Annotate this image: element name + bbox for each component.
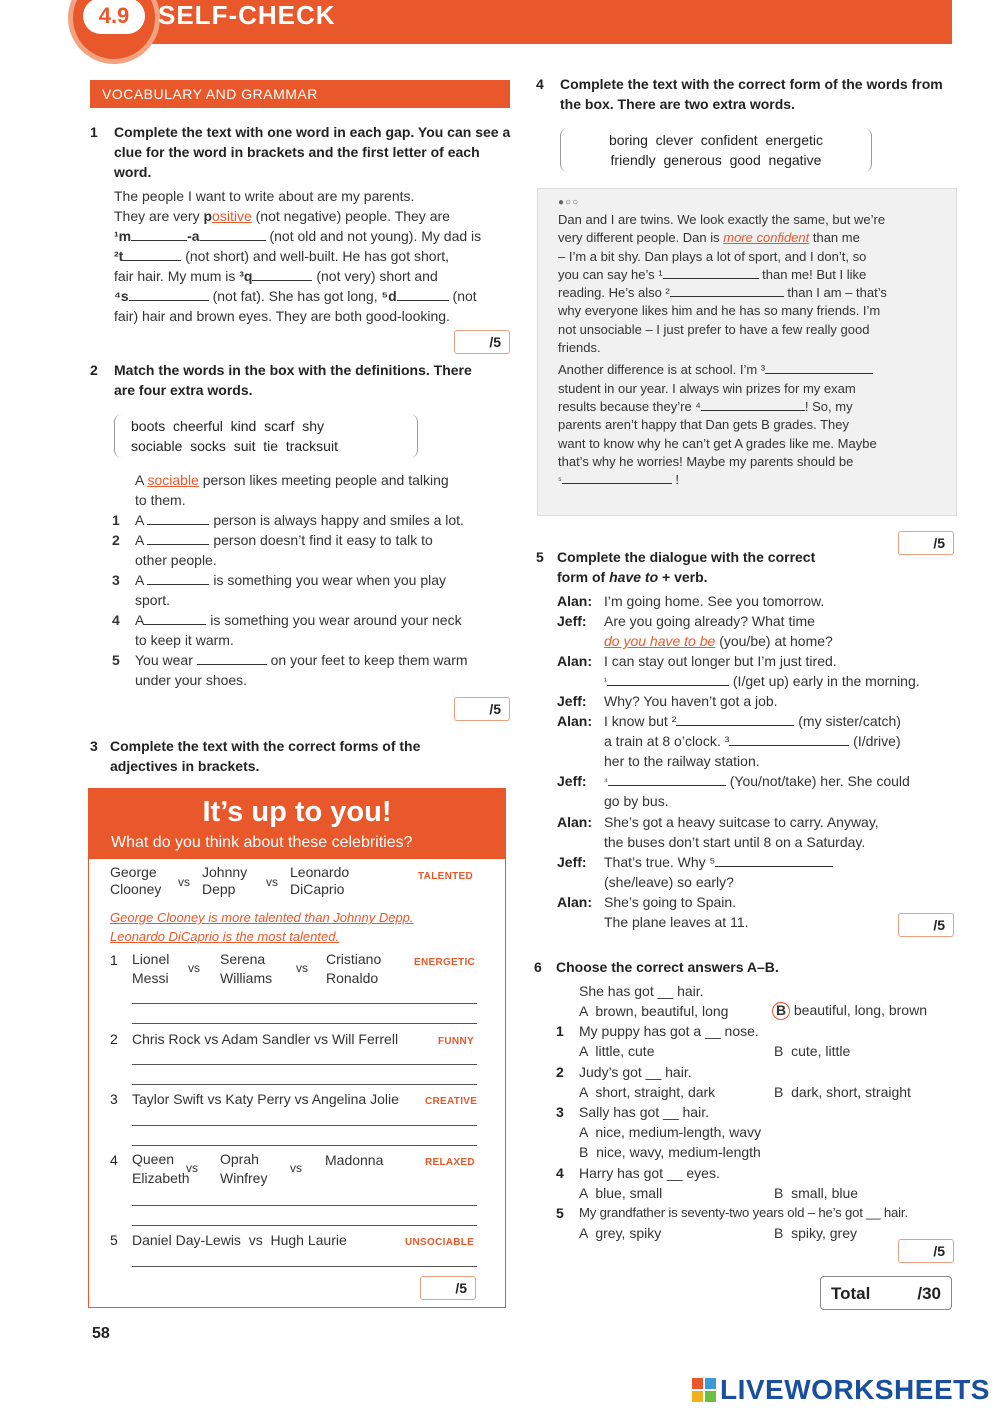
ex1-text-part: fair hair. My mum is (114, 268, 240, 284)
liveworksheets-brand: LIVEWORKSHEETS (720, 1374, 990, 1405)
ex2-example-cont: to them. (135, 492, 186, 508)
ex4-example-answer: more confident (723, 230, 810, 246)
ex5-line-text: She’s got a heavy suitcase to carry. Anyway, (604, 814, 879, 830)
ex6-item-number: 3 (556, 1104, 564, 1120)
ex3-name-part: Messi (132, 970, 169, 986)
ex5-example-answer: do you have to be (604, 633, 716, 649)
ex3-item1-name-a (132, 950, 169, 988)
ex2-items (112, 510, 512, 690)
ex2-item2-input[interactable] (147, 544, 209, 545)
ex1-text-part: They are very (114, 208, 204, 224)
ex5-line-text: go by bus. (604, 793, 669, 809)
ex3-answer-line: George Clooney is more talented than Johnny Depp. (110, 910, 414, 925)
ex1-text-part: (not negative) people. They are (251, 208, 450, 224)
ex4-gap1-input[interactable] (663, 278, 759, 279)
ex2-text-part: A (135, 532, 144, 548)
ex6-number: 6 (534, 959, 542, 975)
ex3-vs: vs (188, 961, 200, 975)
ex4-text-part: Another difference is at school. I’m ³ (558, 362, 766, 378)
ex5-gap2-input[interactable] (676, 725, 794, 726)
ex5-text-part: I know but ² (604, 713, 677, 729)
ex1-line: fair) hair and brown eyes. They are both good-looking. (114, 308, 450, 324)
ex4-text-panel (537, 188, 957, 516)
ex3-adjective-tag: ENERGETIC (414, 957, 476, 968)
ex5-text-part: ⁴ (604, 776, 608, 786)
ex4-line: why everyone likes him and he has so many friends. I’m (558, 303, 881, 319)
ex5-gap5-input[interactable] (715, 866, 833, 867)
ex2-text-part: person likes meeting people and talking (198, 472, 449, 488)
ex5-line-text (604, 731, 901, 751)
ex5-instr-part: have to (609, 569, 659, 585)
ex5-text-part: (you/be) at home? (715, 633, 833, 649)
ex3-item3-answer-line[interactable] (132, 1125, 477, 1126)
ex3-ex-name-a (110, 864, 161, 898)
ex2-number: 2 (90, 362, 98, 378)
ex2-text-part: You wear (135, 652, 193, 668)
ex4-line (558, 266, 918, 284)
ex4-line: that’s why he worries! Maybe my parents should be (558, 453, 854, 469)
ex3-name-part: Cristiano (326, 951, 382, 967)
ex6-option-b[interactable]: B small, blue (774, 1185, 859, 1201)
ex5-line-text: The plane leaves at 11. (604, 914, 749, 930)
ex4-text (558, 211, 918, 489)
ex1-gap3-letter: ³q (239, 268, 253, 284)
ex3-name-part: George (110, 864, 157, 880)
ex2-item-number: 2 (112, 532, 120, 548)
ex2-item (112, 530, 512, 550)
ex2-text-part: A (135, 472, 148, 488)
ex6-option-b[interactable]: B spiky, grey (774, 1225, 857, 1241)
ex3-item-number: 2 (110, 1031, 118, 1047)
ex1-number: 1 (90, 124, 98, 140)
ex3-item3-answer-line[interactable] (132, 1145, 477, 1146)
ex6-option-a[interactable]: A grey, spiky (579, 1225, 662, 1241)
ex4-line (558, 398, 918, 416)
ex3-name-part: Johnny (202, 864, 248, 880)
page-title: SELF-CHECK (158, 0, 336, 30)
ex3-name-part: Lionel (132, 951, 170, 967)
ex2-item5-input[interactable] (197, 664, 267, 665)
ex2-item4-input[interactable] (144, 624, 206, 625)
ex3-example-answer (110, 908, 414, 946)
ex5-instr-part: + verb. (658, 569, 708, 585)
ex3-ex-name-b (202, 864, 247, 898)
ex1-text (114, 186, 514, 326)
ex6-option-a[interactable]: A little, cute (579, 1043, 655, 1059)
ex5-text-part: ¹ (604, 676, 607, 686)
ex2-text-part: is something you wear around your neck (210, 612, 462, 628)
ex4-word-row: friendly generous good negative (610, 152, 822, 168)
ex5-line-text (604, 631, 833, 651)
ex4-text-part: than me! But I like (758, 266, 867, 282)
ex5-instr-line: Complete the dialogue with the correct (557, 549, 816, 565)
ex2-item-text (135, 570, 446, 590)
ex5-speaker: Jeff: (557, 613, 587, 629)
ex4-text-part: ⁵ (558, 475, 562, 486)
ex3-adjective-tag: CREATIVE (425, 1096, 478, 1107)
ex2-example-answer: sociable (147, 472, 199, 488)
ex1-gap1-letter: ¹m (114, 228, 132, 244)
ex5-speaker: Alan: (557, 894, 592, 910)
ex5-line-text: the buses don’t start until 8 on a Saturday. (604, 834, 866, 850)
ex2-item (112, 510, 512, 530)
ex2-text-part: A (135, 512, 144, 528)
ex3-adjective-tag: TALENTED (418, 871, 473, 882)
ex1-line (114, 266, 514, 286)
ex3-item4-name-a (132, 1150, 190, 1188)
ex2-item-text (135, 510, 464, 530)
ex5-speaker: Jeff: (557, 693, 587, 709)
ex4-dots-icon: ●○○ (558, 197, 580, 208)
ex5-line-text: her to the railway station. (604, 753, 760, 769)
ex5-text-part: a train at 8 o’clock. ³ (604, 733, 730, 749)
ex2-item-number: 1 (112, 512, 120, 528)
ex4-line: – I’m a bit shy. Dan plays a lot of sport, and I don’t, so (558, 248, 867, 264)
ex6-item-question: My grandfather is seventy-two years old – he’s got __ hair. (579, 1205, 908, 1220)
ex1-line (114, 286, 514, 306)
ex2-item-text (135, 530, 433, 550)
ex5-gap1-input[interactable] (607, 685, 729, 686)
ex3-number: 3 (90, 738, 98, 754)
ex4-text-part: than I am – that’s (783, 285, 887, 301)
ex3-name-part: Depp (202, 881, 236, 897)
ex3-name-part: Elizabeth (132, 1170, 190, 1186)
ex5-instr-part: form of (557, 569, 610, 585)
ex6-option-a[interactable]: A nice, medium-length, wavy (579, 1124, 762, 1140)
ex3-item-text: Chris Rock vs Adam Sandler vs Will Ferrell (132, 1031, 399, 1047)
ex2-item-cont: to keep it warm. (135, 632, 234, 648)
ex3-panel-title: It’s up to you! (202, 796, 392, 828)
unit-number: 4.9 (83, 0, 145, 34)
ex5-speaker: Jeff: (557, 773, 587, 789)
ex5-speaker: Alan: (557, 713, 592, 729)
page-number: 58 (92, 1325, 110, 1342)
ex3-adjective-tag: RELAXED (425, 1157, 475, 1168)
ex3-panel-header (89, 789, 505, 859)
ex1-gap2-input[interactable] (123, 260, 181, 261)
ex4-text-part: reading. He’s also ² (558, 285, 670, 301)
ex4-text-part: very different people. Dan is (558, 230, 724, 246)
ex2-item1-input[interactable] (147, 524, 209, 525)
ex4-line (558, 471, 918, 489)
ex2-text-part: is something you wear when you play (213, 572, 447, 588)
ex2-item3-input[interactable] (147, 584, 209, 585)
ex5-line-text (604, 671, 920, 691)
ex3-item-text: Taylor Swift vs Katy Perry vs Angelina Jolie (132, 1091, 399, 1107)
ex1-gap2-letter: ²t (114, 248, 124, 264)
ex3-item-number: 4 (110, 1152, 118, 1168)
ex6-option-a[interactable]: A short, straight, dark (579, 1084, 716, 1100)
ex3-vs: vs (266, 875, 278, 889)
ex4-line: student in our year. I always win prizes for my exam (558, 380, 856, 396)
ex4-gap3-input[interactable] (765, 373, 873, 374)
ex6-option-b[interactable]: B dark, short, straight (774, 1084, 911, 1100)
ex6-option-b[interactable]: B nice, wavy, medium-length (579, 1144, 761, 1160)
ex4-line: not unsociable – I just prefer to have a few really good (558, 321, 870, 337)
ex2-word-row: boots cheerful kind scarf shy (131, 418, 324, 434)
ex3-score-box: /5 (420, 1276, 476, 1300)
ex4-word-box (560, 128, 872, 172)
ex1-gap1a-input[interactable] (131, 240, 187, 241)
ex1-gap5-input[interactable] (397, 300, 449, 301)
ex4-line: friends. (558, 340, 601, 356)
ex2-word-box (114, 414, 418, 458)
ex1-line (114, 226, 514, 246)
ex6-instructions: Choose the correct answers A–B. (556, 959, 779, 975)
ex1-line (114, 246, 514, 266)
ex2-item (112, 570, 512, 590)
ex2-text-part: person is always happy and smiles a lot. (213, 512, 464, 528)
ex3-name-part: Serena (220, 951, 266, 967)
ex4-text-part: than me (809, 230, 860, 246)
ex1-line: The people I want to write about are my parents. (114, 188, 415, 204)
ex4-line (558, 229, 918, 247)
ex1-text-part: (not very) short and (316, 268, 438, 284)
ex4-text-part: ! So, my (804, 398, 853, 414)
ex3-name-part: Queen (132, 1151, 175, 1167)
ex3-name-part: Clooney (110, 881, 162, 897)
ex2-text-part: person doesn’t find it easy to talk to (213, 532, 433, 548)
ex6-example-option-b (772, 1000, 927, 1020)
ex3-vs: vs (186, 1161, 198, 1175)
ex2-example (135, 470, 515, 490)
ex3-adjective-tag: UNSOCIABLE (405, 1237, 475, 1248)
ex3-item4-name-c: Madonna (325, 1152, 384, 1168)
ex6-item-number: 4 (556, 1165, 564, 1181)
ex2-item-number: 5 (112, 652, 120, 668)
total-box (820, 1276, 952, 1310)
ex3-name-part: Winfrey (220, 1170, 268, 1186)
ex1-instructions: Complete the text with one word in each gap. You can see a clue for the word in brackets and the first letter of each word. (114, 124, 511, 180)
ex2-item-text (135, 650, 468, 670)
ex6-item-number: 5 (556, 1205, 564, 1221)
ex1-score-box: /5 (454, 330, 510, 354)
ex4-gap4-input[interactable] (701, 410, 805, 411)
ex5-gap3-input[interactable] (729, 745, 849, 746)
ex4-line (558, 284, 918, 302)
ex6-option-a[interactable]: A blue, small (579, 1185, 663, 1201)
ex1-gap4-letter: ⁴s (114, 288, 129, 304)
ex1-letter: p (203, 208, 213, 224)
ex2-text-part: A (135, 612, 145, 628)
ex2-score-box: /5 (454, 697, 510, 721)
ex3-name-part: Williams (220, 970, 273, 986)
ex4-text-part: you can say he’s ¹ (558, 266, 663, 282)
ex3-item1-name-b (220, 950, 272, 988)
ex1-gap1-letter2: -a (187, 228, 200, 244)
ex3-item2-answer-line[interactable] (132, 1084, 477, 1085)
ex3-item-number: 5 (110, 1232, 118, 1248)
ex5-number: 5 (536, 549, 544, 565)
ex1-gap5-letter: ⁵d (381, 288, 397, 304)
ex6-item-number: 2 (556, 1064, 564, 1080)
total-value: /30 (917, 1284, 941, 1303)
ex5-line-text: I can stay out longer but I’m just tired. (604, 653, 837, 669)
ex5-text-part: (I/drive) (849, 733, 901, 749)
ex4-word-row: boring clever confident energetic (608, 132, 823, 148)
ex3-item-number: 3 (110, 1091, 118, 1107)
ex5-line-text (604, 771, 910, 791)
ex2-item-number: 3 (112, 572, 120, 588)
ex5-line-text: She’s going to Spain. (604, 894, 737, 910)
ex4-line: parents aren’t happy that Dan gets B grades. They (558, 417, 849, 433)
ex6-score-box: /5 (898, 1239, 954, 1263)
ex3-item-number: 1 (110, 952, 118, 968)
ex6-example-option-a: A brown, beautiful, long (579, 1003, 729, 1019)
ex2-item-cont: sport. (135, 592, 171, 608)
ex5-line-text: (she/leave) so early? (604, 874, 734, 890)
ex4-number: 4 (536, 76, 544, 92)
ex3-name-part: Leonardo (290, 864, 350, 880)
ex1-text-part: (not old and not young). My dad is (269, 228, 482, 244)
ex3-vs: vs (178, 875, 190, 889)
ex2-item-text (135, 610, 462, 630)
ex3-ex-name-c (290, 864, 349, 898)
ex3-item1-answer-line[interactable] (132, 1003, 477, 1004)
ex6-circled-answer: B (772, 1002, 790, 1020)
liveworksheets-logo-icon (692, 1378, 716, 1402)
ex2-text-part: on your feet to keep them warm (270, 652, 468, 668)
ex5-text-part: That’s true. Why ⁵ (604, 854, 716, 870)
ex6-item-question: Harry has got __ eyes. (579, 1165, 720, 1181)
ex2-item (112, 650, 512, 670)
total-label: Total (831, 1284, 871, 1303)
ex2-word-row: sociable socks suit tie tracksuit (131, 438, 338, 454)
ex5-line-text (604, 852, 833, 872)
ex3-vs: vs (296, 961, 308, 975)
ex5-line-text: Why? You haven’t got a job. (604, 693, 778, 709)
ex6-option-b[interactable]: B cute, little (774, 1043, 851, 1059)
ex4-text-part: results because they’re ⁴ (558, 398, 701, 414)
ex5-speaker: Jeff: (557, 854, 587, 870)
ex3-item4-answer-line[interactable] (132, 1205, 477, 1206)
ex3-item4-name-b (220, 1150, 267, 1188)
ex4-text-part: ! (675, 472, 679, 488)
ex4-line (558, 361, 918, 379)
ex5-line-text: I’m going home. See you tomorrow. (604, 593, 825, 609)
ex5-text-part: (I/get up) early in the morning. (729, 673, 920, 689)
ex3-item5-answer-line[interactable] (132, 1266, 477, 1267)
ex3-item4-answer-line[interactable] (132, 1225, 477, 1226)
ex1-gap4-input[interactable] (129, 300, 209, 301)
ex2-item-cont: other people. (135, 552, 217, 568)
ex3-item1-answer-line[interactable] (132, 1023, 477, 1024)
ex3-item-text: Daniel Day-Lewis vs Hugh Laurie (132, 1232, 347, 1248)
ex6-item-number: 1 (556, 1023, 564, 1039)
ex3-answer-line: Leonardo DiCaprio is the most talented. (110, 929, 340, 944)
ex6-example-question: She has got __ hair. (579, 983, 704, 999)
ex3-panel-subtitle: What do you think about these celebrities? (111, 834, 413, 851)
ex5-line-text (604, 711, 901, 731)
ex2-text-part: A (135, 572, 144, 588)
ex4-gap5-input[interactable] (562, 483, 672, 484)
ex4-instructions: Complete the text with the correct form of the words from the box. There are two extra words. (560, 76, 943, 112)
ex5-text-part: (my sister/catch) (794, 713, 901, 729)
ex3-vs: vs (290, 1161, 302, 1175)
ex2-item-number: 4 (112, 612, 120, 628)
ex6-item-question: Judy’s got __ hair. (579, 1064, 692, 1080)
ex6-item-question: My puppy has got a __ nose. (579, 1023, 759, 1039)
ex5-speaker: Alan: (557, 814, 592, 830)
section-title: VOCABULARY AND GRAMMAR (90, 80, 510, 108)
ex5-line-text: Are you going already? What time (604, 613, 815, 629)
ex4-gap2-input[interactable] (670, 296, 784, 297)
ex5-score-box: /5 (898, 913, 954, 937)
ex1-example-answer: ositive (212, 208, 252, 224)
ex4-score-box: /5 (898, 531, 954, 555)
ex1-line (114, 206, 514, 226)
ex3-item2-answer-line[interactable] (132, 1064, 477, 1065)
ex3-item1-name-c (326, 950, 381, 988)
ex1-text-part: (not short) and well-built. He has got short, (185, 248, 450, 264)
ex2-instructions: Match the words in the box with the definitions. There are four extra words. (114, 362, 472, 398)
ex3-name-part: Ronaldo (326, 970, 379, 986)
ex5-instr-line (557, 567, 877, 587)
ex5-instructions (557, 547, 877, 587)
ex6-item-question: Sally has got __ hair. (579, 1104, 709, 1120)
ex5-speaker: Alan: (557, 593, 592, 609)
ex2-item (112, 610, 512, 630)
ex1-text-part: (not fat). She has got long, (212, 288, 382, 304)
ex4-line: want to know why he can’t get A grades like me. Maybe (558, 435, 877, 451)
ex1-text-part: (not (452, 288, 477, 304)
ex1-gap3-input[interactable] (252, 280, 312, 281)
ex4-line: Dan and I are twins. We look exactly the same, but we’re (558, 212, 886, 227)
ex3-name-part: Oprah (220, 1151, 259, 1167)
ex1-gap1b-input[interactable] (200, 240, 266, 241)
ex5-text-part: (You/not/take) her. She could (725, 773, 910, 789)
ex3-adjective-tag: FUNNY (438, 1036, 474, 1047)
ex5-gap4-input[interactable] (608, 785, 726, 786)
ex3-instructions: Complete the text with the correct forms of the adjectives in brackets. (110, 738, 421, 774)
ex5-speaker: Alan: (557, 653, 592, 669)
ex2-item-cont: under your shoes. (135, 672, 248, 688)
ex3-name-part: DiCaprio (290, 881, 345, 897)
ex6-option-text: beautiful, long, brown (790, 1002, 927, 1018)
